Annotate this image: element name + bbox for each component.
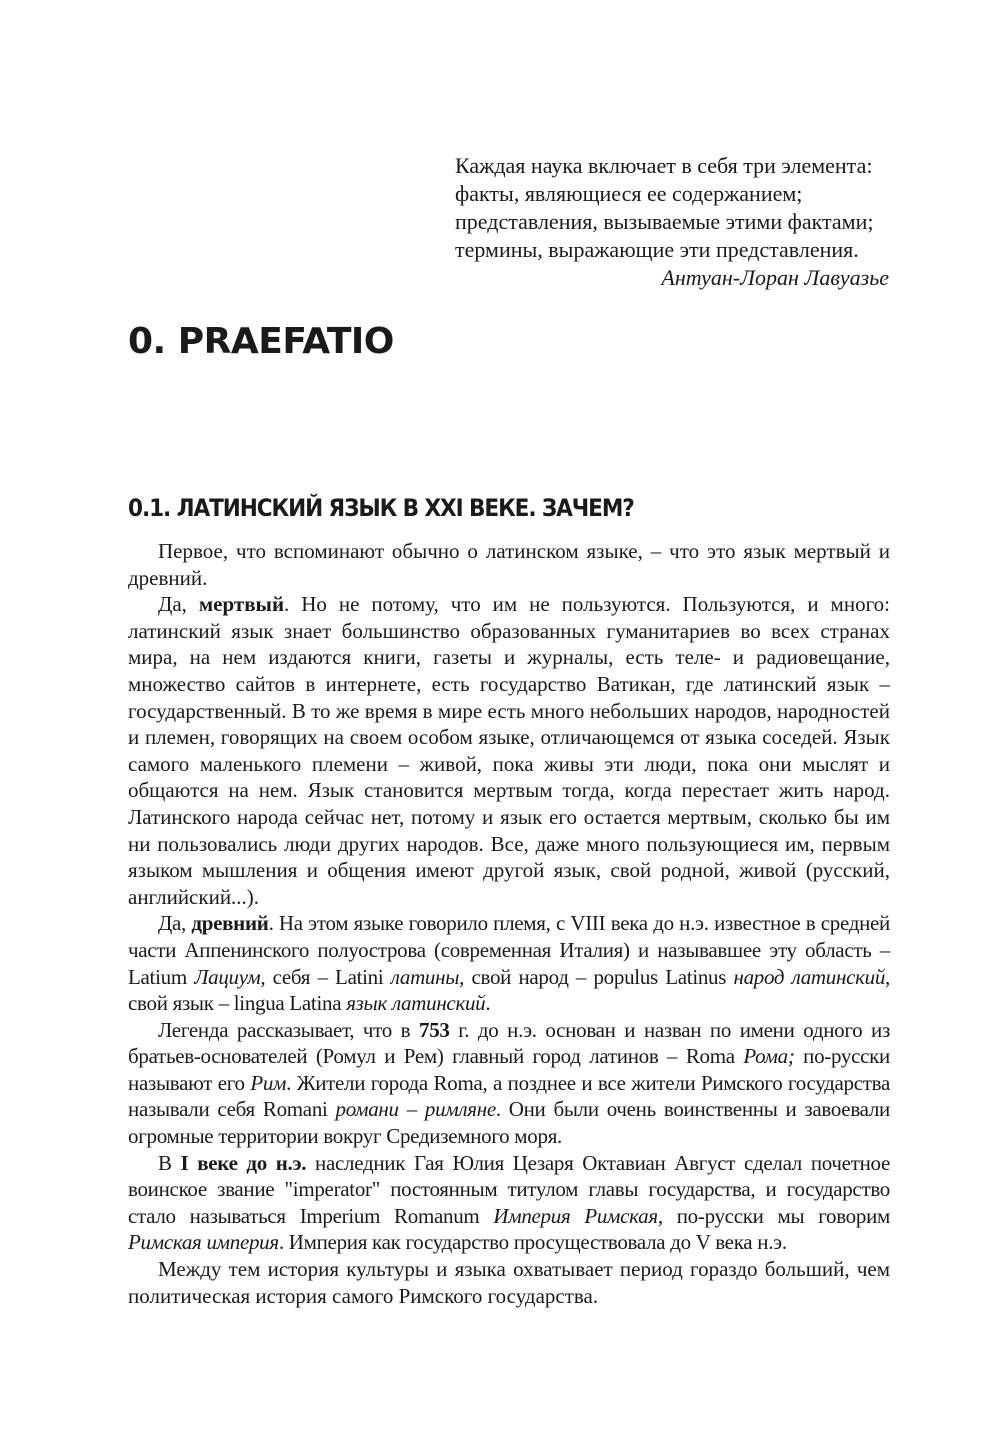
paragraph-4-text: . Жители города Roma, а позднее и все жители Римского государства называли себя Romani [128, 1070, 890, 1122]
paragraph-5-text: наследник Гая Юлия Цезаря Октавиан Август сделал почетное воинское звание "imperator" постоянным титулом главы государства, и государство стало называться Imperium Romanum [128, 1150, 890, 1228]
paragraph-3-text: . [485, 991, 491, 1016]
paragraph-4-text: по-русски называют его [128, 1044, 890, 1095]
paragraph-6-text: Между тем история культуры и языка охватывает период гораздо больший, чем политическая история самого Римского государства. [128, 1257, 890, 1308]
paragraph-4-text: Легенда рассказывает, что в [158, 1017, 419, 1042]
epigraph-line: факты, являющиеся ее содержанием; [455, 181, 803, 206]
italic-term: Рома; [743, 1044, 795, 1069]
term-dead: мертвый [198, 592, 285, 617]
paragraph-1 [128, 538, 890, 591]
paragraph-4-text: . Они были очень воинственны и завоевали огромные территории вокруг Средиземного моря. [128, 1097, 890, 1149]
term-ancient: древний [191, 911, 269, 936]
paragraph-3 [128, 910, 890, 1016]
paragraph-6 [128, 1256, 890, 1309]
paragraph-3-text: , свой народ – populus Latinus [459, 964, 734, 989]
paragraph-4-text: г. до н.э. основан и назван по имени одного из братьев-основателей (Ромул и Рем) главный город латинов – Roma [128, 1017, 890, 1069]
section-title: 0.1. ЛАТИНСКИЙ ЯЗЫК В XXI ВЕКЕ. ЗАЧЕМ? [128, 494, 634, 522]
italic-term: язык латинский [346, 991, 486, 1016]
paragraph-3-text: , свой язык – lingua Latina [128, 964, 890, 1016]
paragraph-2 [128, 591, 890, 910]
paragraph-3-text: , себя – Latini [260, 964, 391, 989]
italic-term: Империя Римская [493, 1203, 658, 1228]
chapter-title: 0. PRAEFATIO [128, 321, 394, 362]
paragraph-4 [128, 1017, 890, 1150]
paragraph-2-text: . Но не потому, что им не пользуются. Пользуются, и много: латинский язык знает большинство образованных гуманитариев во всех странах мира, на нем издаются книги, газеты и журналы, есть теле- и радиовещание, множество сайтов в интернете, есть государство Ватикан, где латинский язык – государственный. В то же время в мире есть много небольших народов, народностей и племен, говорящих на своем особом языке, отличающемся от языка соседей. Язык самого маленького племени – живой, пока живы эти люди, пока они мыслят и общаются на нем. Язык становится мертвым тогда, когда перестает жить народ. Латинского народа сейчас нет, потому и язык его остается мертвым, сколько бы им ни пользовались люди других народов. Все, даже много пользующиеся им, первым языком мышления и общения имеют другой язык, свой родной, живой (русский, английский...). [128, 592, 890, 909]
italic-term: Римская империя [128, 1230, 279, 1255]
paragraph-5-text: , по-русски мы говорим [657, 1203, 891, 1228]
italic-term: Лациум [194, 964, 261, 989]
paragraph-3-text: . На этом языке говорило племя, с VIII века до н.э. известное в средней части Аппенинского полуострова (современная Италия) и называвшее эту область – Latium [128, 911, 891, 989]
paragraph-5-text: В [158, 1150, 181, 1175]
paragraph-5 [128, 1150, 890, 1256]
paragraph-3-lead: Да, [158, 911, 192, 936]
italic-term: народ латинский [733, 964, 886, 989]
bold-year: 753 [419, 1017, 450, 1042]
epigraph-line: термины, выражающие эти представления. [455, 237, 859, 262]
paragraph-5-text: . Империя как государство просуществовала до V века н.э. [278, 1230, 787, 1255]
bold-century: I веке до н.э. [180, 1150, 307, 1175]
italic-term: латины [390, 964, 460, 989]
italic-term: Рим [250, 1070, 287, 1095]
epigraph-line: Каждая наука включает в себя три элемента: [455, 153, 873, 178]
epigraph-author: Антуан-Лоран Лавуазье [661, 265, 889, 290]
paragraph-2-lead: Да, [158, 592, 199, 617]
paragraph-1-text: Первое, что вспоминают обычно о латинском языке, – что это язык мертвый и древний. [128, 539, 890, 590]
epigraph [455, 152, 895, 292]
body-text [128, 538, 890, 1309]
italic-term: романи – римляне [335, 1097, 496, 1122]
epigraph-line: представления, вызываемые этими фактами; [455, 209, 874, 234]
